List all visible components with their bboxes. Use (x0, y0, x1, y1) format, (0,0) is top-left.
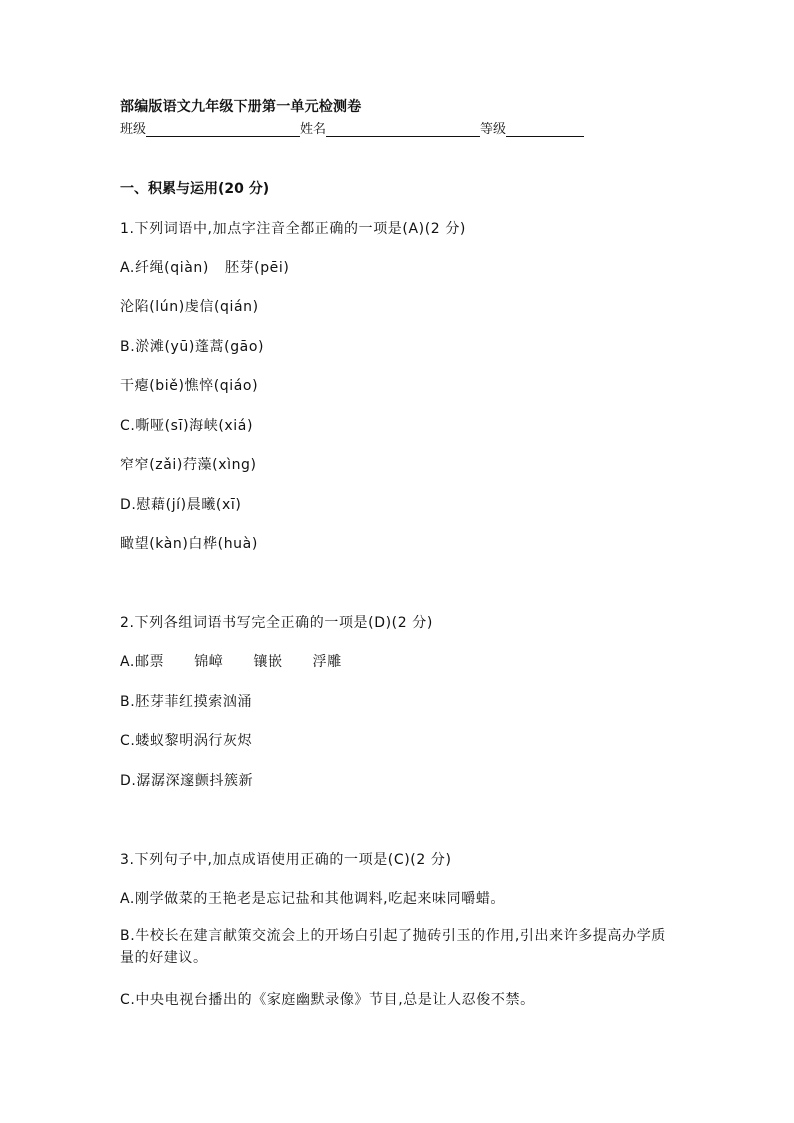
q2-option-b: B.胚芽菲红摸索汹涌 (120, 694, 253, 710)
grade-label: 等级 (480, 122, 507, 137)
q1-a-word2: 胚芽(pēi) (224, 260, 290, 276)
q2-stem: 2.下列各组词语书写完全正确的一项是(D)(2 分) (120, 615, 433, 631)
q1-option-c-line2: 窄窄(zǎi)荇藻(xìng) (120, 457, 257, 473)
exam-title: 部编版语文九年级下册第一单元检测卷 (120, 99, 362, 115)
grade-field[interactable] (506, 122, 584, 137)
q2-option-a (120, 651, 342, 671)
q2-option-c: C.蝼蚁黎明涡行灰烬 (120, 733, 253, 749)
name-field[interactable] (326, 122, 480, 137)
q2-option-d: D.潺潺深邃颤抖簇新 (120, 773, 254, 789)
q1-option-a-line1 (120, 257, 289, 277)
q3-option-a: A.刚学做菜的王艳老是忘记盐和其他调料,吃起来味同嚼蜡。 (120, 891, 506, 907)
class-field[interactable] (146, 122, 300, 137)
q1-a-word1: A.纤绳(qiàn) (120, 260, 209, 276)
q1-option-b-line2: 干瘪(biě)憔悴(qiáo) (120, 378, 259, 394)
q2-a-word4: 浮雕 (312, 654, 342, 670)
q1-stem: 1.下列词语中,加点字注音全都正确的一项是(A)(2 分) (120, 221, 466, 237)
q3-stem: 3.下列句子中,加点成语使用正确的一项是(C)(2 分) (120, 852, 452, 868)
name-label: 姓名 (300, 122, 327, 137)
section-heading: 一、积累与运用(20 分) (120, 181, 270, 197)
q1-option-a-line2: 沦陷(lún)虔信(qián) (120, 299, 259, 315)
q1-option-c-line1: C.嘶哑(sī)海峡(xiá) (120, 418, 254, 434)
q1-option-b-line1: B.淤滩(yū)蓬蒿(gāo) (120, 339, 265, 355)
q3-option-c: C.中央电视台播出的《家庭幽默录像》节目,总是让人忍俊不禁。 (120, 992, 535, 1008)
q2-a-word2: 锦嶂 (194, 654, 224, 670)
q2-a-word1: A.邮票 (120, 654, 165, 670)
q1-option-d-line1: D.慰藉(jí)晨曦(xī) (120, 497, 242, 513)
student-info-line (120, 118, 584, 137)
class-label: 班级 (120, 122, 147, 137)
q2-a-word3: 镶嵌 (253, 654, 283, 670)
q1-option-d-line2: 瞰望(kàn)白桦(huà) (120, 536, 258, 552)
q3-option-b: B.牛校长在建言献策交流会上的开场白引起了抛砖引玉的作用,引出来许多提高办学质量的好建议。 (120, 928, 666, 966)
